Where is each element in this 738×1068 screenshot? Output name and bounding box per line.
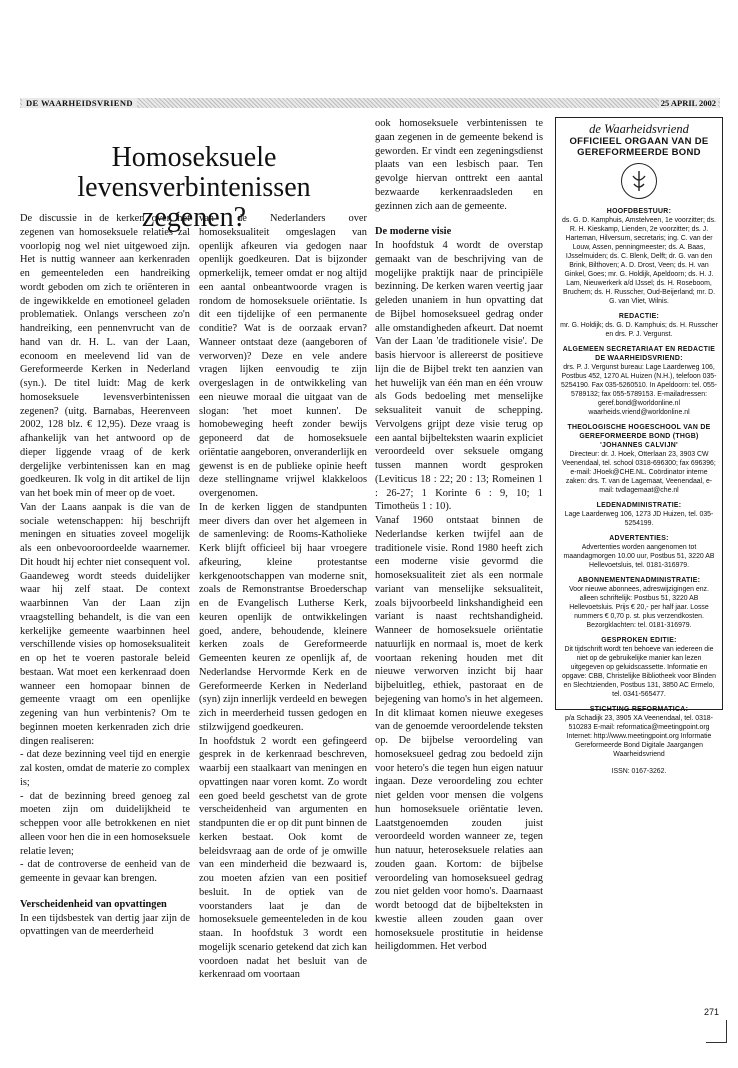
section-heading: De moderne visie	[375, 226, 452, 238]
colophon-text: Advertenties worden aangenomen tot maandagmorgen 10.00 uur, Postbus 51, 3220 AB Hellevoetsluis, tel. 0181-316979.	[563, 544, 715, 569]
colophon-text: drs. P. J. Vergunst bureau: Lage Laarderweg 106, Postbus 452, 1270 AL Huizen (N.H.), telefoon 035-5254190. Fax 035-5260510. In Apeldoorn: tel. 055-5789132; fax 055-5789153. E-mailadressen: geref.bond@worldonline.nl waarheids.vriend@worldonline.nl	[561, 364, 717, 416]
colophon-subtitle-1: OFFICIEEL ORGAAN VAN DE	[569, 136, 709, 147]
colophon-heading: STICHTING REFORMATICA:	[589, 706, 689, 713]
colophon-heading: REDACTIE:	[618, 313, 660, 320]
colophon-heading: HOOFDBESTUUR:	[606, 208, 672, 215]
list-item: - dat deze bezinning veel tijd en energie zal kosten, omdat de materie zo complex is;	[20, 749, 190, 788]
colophon-box	[555, 117, 723, 775]
paragraph: In hoofdstuk 4 wordt de overstap gemaakt van de beschrijving van de mogelijke praktijk naar de principiële bezinning. De kerken waren veertig jaar geleden unaniem in hun opvatting dat de Bijbel homoseksueel gedrag onder alle omstandigheden afkeurt. Dat noemt Van der Laan 'de traditionele visie'. De basis hiervoor is allereerst de positieve lijn die de Bijbel trekt ten aanzien van het huwelijk van één man en één vrouw als Gods bedoeling met menselijke seksualiteit vanuit de schepping. Vervolgens grijpt deze visie terug op een aantal bijbelteksten waarin expliciet veroordeeld over seksuele omgang tussen mannen wordt gesproken (Leviticus 18 : 22; 20 : 13; Romeinen 1 : 26-27; 1 Korinte 6 : 9, 10; 1 Timotheüs 1 : 10).	[375, 240, 543, 513]
colophon-text: Lage Laarderweg 106, 1273 JD Huizen, tel. 035-5254199.	[564, 511, 714, 527]
colophon-heading: LEDENADMINISTRATIE:	[596, 502, 682, 509]
colophon-heading: ALGEMEEN SECRETARIAAT EN REDACTIE DE WAARHEIDSVRIEND:	[562, 346, 716, 362]
article-column-3	[375, 117, 543, 954]
colophon-title: de Waarheidsvriend	[589, 122, 689, 136]
colophon-text: ds. G. D. Kamphuis, Amstelveen, 1e voorzitter; ds. R. H. Kieskamp, Lienden, 2e voorzitter; ds. J. Harteman, Hilversum, secretaris; ing. C. van der Louw, Assen, penningmeester; ds. A. Baas, IJsselmuiden; ds. C. Blenk, Delft; dr. G. van den Brink, Bilthoven; A. D. Drost, Veen; ds. H. van Ginkel, Goes; mr. G. Holdijk, Apeldoorn; ds. H. J. Lam, Nieuwerkerk a/d IJssel; ds. H. Roseboom, Bruchem; ds. H. Russcher, Oud-Beijerland; mr. D. G. van Vliet, Wilnis.	[562, 217, 716, 305]
colophon-text: Directeur: dr. J. Hoek, Otterlaan 23, 3903 CW Veenendaal, tel. school 0318-696300; fax 696396; e-mail: JHoek@CHE.NL. Coördinator interne zaken: drs. T. van de Lagemaat, Veenendaal, e-mail: tvdlagemaat@che.nl	[562, 451, 716, 494]
list-item: - dat de bezinning breed genoeg zal moeten zijn om duidelijkheid te scheppen voor alle betrokkenen en niet alleen voor hen die in een homoseksuele relatie leven;	[20, 790, 190, 857]
paragraph: van de Nederlanders over homoseksualiteit omgeslagen van openlijk afkeuren via gedogen naar openlijk goedkeuren. Dat is bijzonder opmerkelijk, temeer omdat er nog altijd een aantal onbeantwoorde vragen is rondom de homoseksuele oriëntatie. Is dit een tijdelijke of een permanente conditie? Wat is de oorzaak ervan? Wanneer ontstaat deze (aangeboren of verworven)? Deze en vele andere vragen lijken eenvoudig te zijn overgeslagen in de ontwikkeling van een nieuwe moraal die uitgaat van de slogan: 'het moet kunnen'. De homobeweging heeft zonder bewijs geponeerd dat de homoseksuele oriëntatie aangeboren, onveranderlijk en gewenst is en de publieke opinie heeft deze stellingname vrijwel klakkeloos overgenomen.	[199, 213, 367, 499]
colophon-text: p/a Schadijk 23, 3905 XA Veenendaal, tel. 0318-510283 E-mail: reformatica@meetingpoint.org Internet: http://www.meetingpoint.org Informatie Gereformeerde Bond Digitale Jaargangen Waarheidsvriend	[565, 715, 713, 758]
colophon-text: mr. G. Holdijk; ds. G. D. Kamphuis; ds. H. Russcher en drs. P. J. Vergunst.	[560, 322, 718, 338]
paragraph: Vanaf 1960 ontstaat binnen de Nederlandse kerken twijfel aan de traditionele visie. Rond 1980 heeft zich een moderne visie gevormd die homoseksualiteit ziet als een normale variant van menselijke seksualiteit, zoals bijvoorbeeld linkshandigheid een variant is naast rechtshandigheid. Wanneer de homoseksuele oriëntatie natuurlijk en normaal is, moet de kerk voortaan rekening houden met dit nieuwe verworven inzicht bij haar bijbeluitleg, ethiek, pastoraat en de bejegening van homo's in het algemeen. In dit klimaat komen nieuwe exegeses van de genoemde veroordelende teksten op. De bijbelse veroordeling van homoseksueel gedrag zou bedoeld zijn voor hetero's die tegen hun eigen natuur ingaan. Deze veroordeling zou echter niet gelden voor mensen die volgens hun homoseksuele oriëntatie leven. Laatstgenoemden zouden juist veroordeeld worden wanneer ze, tegen hun natuur, heteroseksuele relaties aan zouden gaan. Kortom: de bijbelse veroordeling van homoseksueel gedrag zou niet gelden voor homo's. Daarnaast wordt betoogd dat de bijbelteksten in kwestie alleen zouden gaan over homoseksuele prostitutie in heidense heiligdommen. Het verbod	[375, 515, 543, 953]
page-number: 271	[704, 1007, 720, 1017]
article-column-2	[199, 212, 367, 982]
bond-logo-icon	[621, 163, 657, 199]
colophon-text: Dit tijdschrift wordt ten behoeve van iedereen die niet op de gebruikelijke manier kan lezen uitgegeven op geluidscassette. Informatie en opgave: CBB, Christelijke Bibliotheek voor Blinden en Slechtzienden, Postbus 131, 3850 AC Ermelo, tel. 0341-565477.	[562, 646, 716, 698]
issue-date: 25 APRIL 2002	[660, 98, 716, 108]
colophon-subtitle-2: GEREFORMEERDE BOND	[577, 147, 701, 158]
paragraph: In een tijdsbestek van dertig jaar zijn de opvattingen van de meerderheid	[20, 912, 190, 938]
paragraph: ook homoseksuele verbintenissen te gaan zegenen in de gemeente bekend is geworden. Er vindt een zegeningsdienst plaats van een lesbisch paar. Ten gevolge hiervan onttrekt een aantal bezwaarde kerkenraadsleden en gezinnen zich aan de gemeente.	[375, 118, 543, 212]
paragraph: De discussie in de kerken over het zegenen van homoseksuele relaties zal voorlopig nog wel niet uitgewoed zijn. Het is nuttig wanneer aan kerkenraden en gemeenteleden een handreiking wordt geboden om zich te oriënteren in de ingewikkelde en emotioneel geladen problematiek. Onlangs verscheen zo'n handreiking, een pennenvrucht van de hand van dr. H. L. van der Laan, econoom en meelevend lid van de Gereformeerde Kerken in Nederland (syn.). De titel luidt: Mag de kerk homoseksuele levensverbintenissen zegenen? (uitg. Barnabas, Heerenveen 2002, 128 blz. € 12,95). Deze vraag is afhankelijk van het antwoord op de dieper liggende vraag of de kerk dergelijke verbintenissen kan en mag goedkeuren. Ik volg in dit artikel de lijn van het boek min of meer op de voet.	[20, 213, 190, 499]
colophon-heading: THEOLOGISCHE HOGESCHOOL VAN DE GEREFORMEERDE BOND (THGB) 'JOHANNES CALVIJN'	[567, 424, 711, 449]
colophon-heading: ABONNEMENTENADMINISTRATIE:	[577, 577, 701, 584]
colophon-heading: ADVERTENTIES:	[609, 535, 669, 542]
article-column-1	[20, 212, 190, 939]
article-title-line-1: Homoseksuele	[111, 142, 277, 173]
corner-mark	[706, 1020, 727, 1043]
colophon-heading: GESPROKEN EDITIE:	[601, 637, 677, 644]
list-item: - dat de controverse de eenheid van de gemeente in gevaar kan brengen.	[20, 859, 190, 884]
paragraph: In de kerken liggen de standpunten meer divers dan over het algemeen in de samenleving: de Rooms-Katholieke Kerk blijft officieel bij haar vroegere afkeuring, kleine protestantse kerkgenootschappen van moderne snit, zoals de Remonstrantse Broederschap en de Evangelisch Lutherse Kerk, keuren openlijk de ontwikkelingen goed, andere, behoudende, kleinere kerken zoals de Gereformeerde Gemeenten keuren ze openlijk af, de Nederlandse Hervormde Kerk en de Gereformeerde Kerken in Nederland (syn) zijn innerlijk verdeeld en bewegen zich in meerderheid tussen gedogen en stilzwijgend goedkeuren.	[199, 501, 367, 733]
paragraph: In hoofdstuk 2 wordt een gefingeerd gesprek in de kerkenraad beschreven, waarbij een staalkaart van meningen en opvattingen naar voren komt. Zo wordt een goed beeld geschetst van de grote verscheidenheid van argumenten en standpunten die er op dit punt binnen de kerken bestaat. Ook komt de beleidsvraag aan de orde of je omwille van een minderheid die bezwaard is, zou moeten afzien van een positief besluit. In de optiek van de voorstanders laat je dan de homoseksuele gemeenteleden in de kou staan. In hoofdstuk 3 wordt een mogelijk scenario getekend dat zich kan voordoen nadat het besluit van de kerkenraad om voortaan	[199, 735, 367, 981]
paragraph: Van der Laans aanpak is die van de sociale wetenschappen: hij beschrijft meningen en situaties zoveel mogelijk als een onbevooroordeelde waarnemer. Dit houdt hij echter niet consequent vol. Gaandeweg wordt steeds duidelijker waar hij zelf staat. De context waarbinnen Van der Laan zijn vraagstelling behandelt, is die van een kerkelijke gemeente waarbinnen heel verschillende visies op homoseksualiteit en op het te voeren pastorale beleid bestaan. Wat moet een kerkenraad doen wanneer een homopaar binnen de gemeente vraagt om een openlijke zegening van hun verbintenis? Om te beginnen moeten kerkenraden zich drie dingen realiseren:	[20, 501, 190, 747]
issn: ISSN: 0167-3262.	[611, 768, 667, 775]
article-title-line-2: levensverbintenissen zegenen?	[77, 172, 311, 233]
masthead: DE WAARHEIDSVRIEND	[22, 98, 137, 108]
colophon-text: Voor nieuwe abonnees, adreswijzigingen enz. alleen schriftelijk: Postbus 51, 3220 AB Hellevoetsluis. Prijs € 20,- per half jaar. Losse nummers € 0,70 p. st. plus verzendkosten. Bezorgklachten: tel. 0181-316979.	[569, 586, 709, 629]
section-heading: Verscheidenheid van opvattingen	[20, 898, 167, 910]
